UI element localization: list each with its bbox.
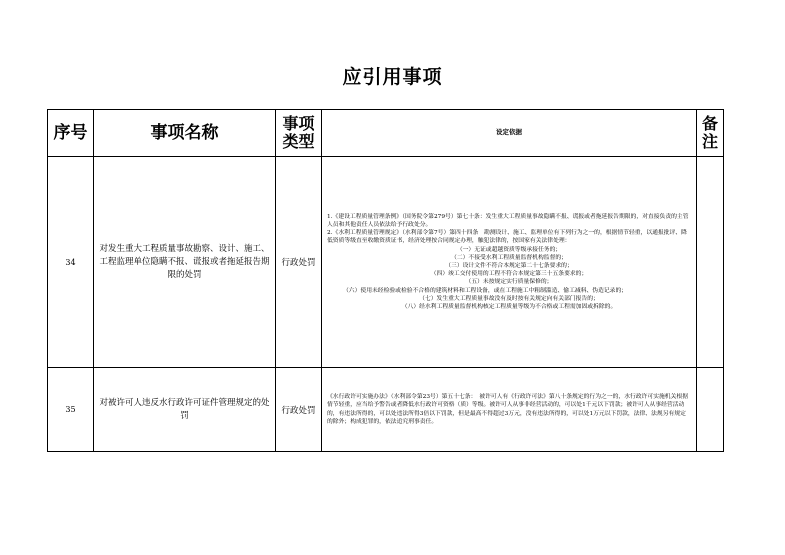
basis-line: （一）无证或超越资质等级承接任务的； — [456, 246, 562, 253]
row-seq: 35 — [48, 368, 94, 452]
header-name: 事项名称 — [94, 110, 276, 157]
page-title: 应引用事项 — [342, 66, 443, 88]
table-header-row — [48, 110, 724, 157]
row-basis — [322, 157, 697, 368]
header-type: 事项类型 — [276, 110, 322, 157]
row-note — [697, 157, 724, 368]
row-type: 行政处罚 — [276, 368, 322, 452]
row-type: 行政处罚 — [276, 157, 322, 368]
basis-line: 《水行政许可实施办法》（水利部令第23号）第五十七条： 被许可人有《行政许可法》第八十条规定的行为之一的，水行政许可实施机关根据情节轻重，应当给予警告或者降低水行政许可资格（质）等级。被许可人从事非经营活动的，可以处1千元以下罚款；被许可人从事经营活动的，有违法所得的，可以处违法所得3倍以下罚款，但是最高不得超过3万元，没有违法所得的，可以处1万元以下罚款，法律、法规另有规定的除外；构成犯罪的，依法追究刑事责任。 — [327, 394, 688, 425]
basis-line: （二）不接受水利工程质量监督机构监督的； — [451, 254, 567, 261]
items-table — [47, 109, 724, 452]
header-basis: 设定依据 — [322, 110, 697, 157]
row-name: 对被许可人违反水行政许可证件管理规定的处罚 — [94, 368, 276, 452]
header-seq: 序号 — [48, 110, 94, 157]
basis-line: （三）设计文件不符合本规定第二十七条要求的； — [445, 263, 573, 269]
row-seq: 34 — [48, 157, 94, 368]
header-note: 备注 — [697, 110, 724, 157]
basis-line: （六）使用未经检验或检验不合格的建筑材料和工程设备，或在工程施工中粗制滥造、偷工减料、伪造记录的； — [343, 287, 628, 294]
basis-line: 1.《建设工程质量管理条例》（国务院令第279号）第七十条：发生重大工程质量事故隐瞒不报、谎报或者拖延报告期限的，对直接负责的主管人员和其他责任人员依法给予行政处分。 — [327, 213, 689, 228]
basis-line: （七）发生重大工程质量事故没有及时按有关规定向有关部门报告的； — [419, 295, 599, 302]
table-row — [48, 368, 724, 452]
basis-line: （四）竣工交付使用的工程不符合本规定第三十五条要求的； — [430, 271, 588, 278]
row-note — [697, 368, 724, 452]
basis-line: 2.《水利工程质量管理规定》（水利部令第7号）第四十四条 勘测设计、施工、监理单位有下列行为之一的，根据情节轻重，以通报批评、降低资质等级直至收缴资质证书，经济处理按合同规定办理，触犯法律的，按国家有关法律处理： — [327, 230, 687, 245]
row-name: 对发生重大工程质量事故勘察、设计、施工、工程监理单位隐瞒不报、谎报或者拖延报告期限的处罚 — [94, 157, 276, 368]
basis-line: （八）经水利工程质量监督机构核定工程质量等级为不合格或工程需加固或拆除的。 — [401, 304, 617, 311]
basis-line: （五）未按规定实行质量保修的； — [465, 279, 553, 286]
row-basis — [322, 368, 697, 452]
table-row — [48, 157, 724, 368]
